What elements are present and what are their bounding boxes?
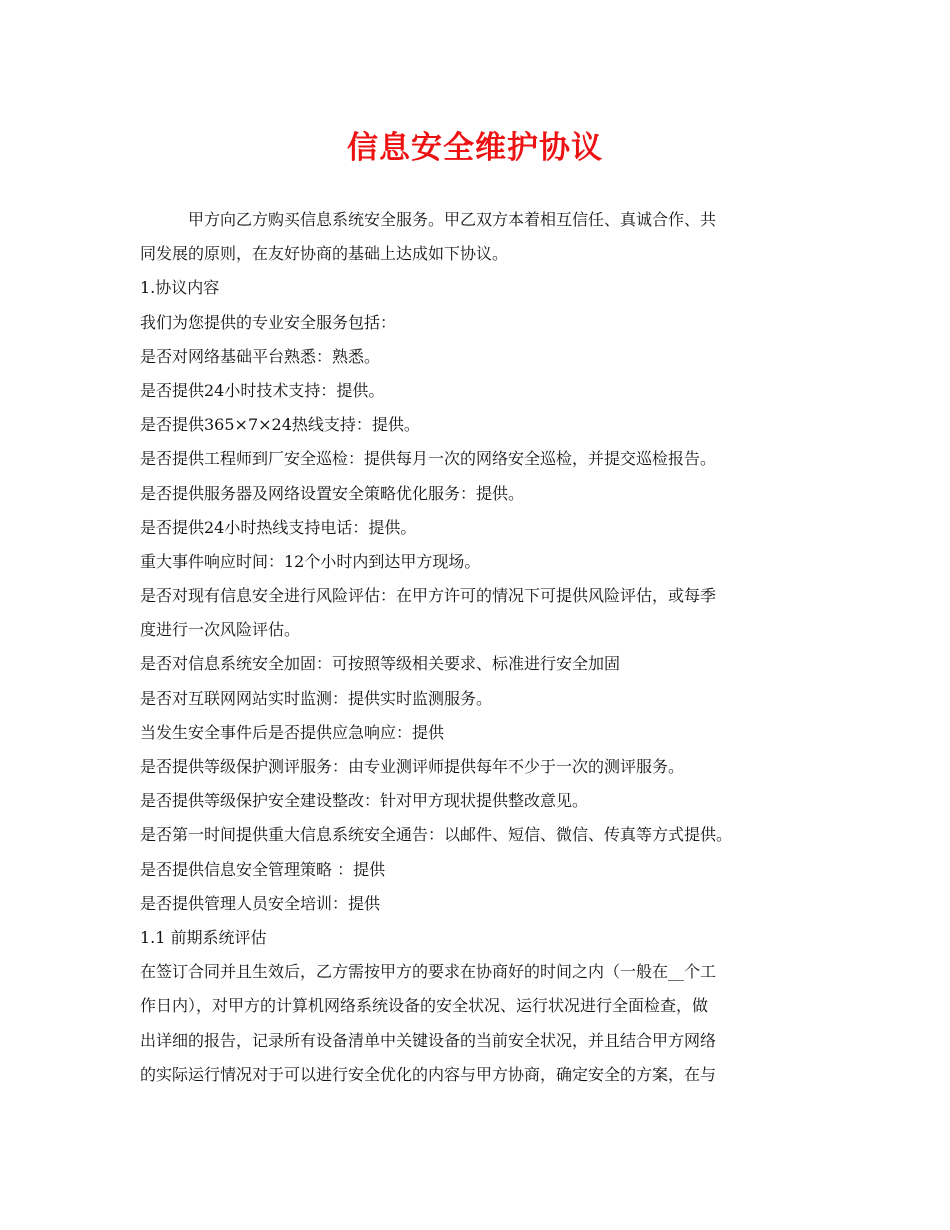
document-body <box>140 203 820 1092</box>
service-item: 是否提供等级保护安全建设整改：针对甲方现状提供整改意见。 <box>140 791 589 811</box>
paragraph-line: 同发展的原则，在友好协商的基础上达成如下协议。 <box>140 244 509 264</box>
service-item: 是否对信息系统安全加固：可按照等级相关要求、标准进行安全加固 <box>140 654 621 674</box>
paragraph-line: 我们为您提供的专业安全服务包括： <box>140 312 397 332</box>
service-item: 是否第一时间提供重大信息系统安全通告：以邮件、短信、微信、传真等方式提供。 <box>140 825 733 845</box>
section-heading: 1.协议内容 <box>140 278 220 298</box>
document-title: 信息安全维护协议 <box>347 130 603 166</box>
service-item: 当发生安全事件后是否提供应急响应：提供 <box>140 722 445 742</box>
service-item: 是否对互联网网站实时监测：提供实时监测服务。 <box>140 688 493 708</box>
service-item: 是否提供服务器及网络设置安全策略优化服务：提供。 <box>140 483 525 503</box>
paragraph-line: 在签订合同并且生效后，乙方需按甲方的要求在协商好的时间之内（一般在__个工 <box>140 962 717 982</box>
paragraph-line: 出详细的报告，记录所有设备清单中关键设备的当前安全状况，并且结合甲方网络 <box>140 1030 717 1050</box>
service-item: 是否提供24小时热线支持电话：提供。 <box>140 517 417 537</box>
service-item: 是否提供24小时技术支持：提供。 <box>140 380 385 400</box>
service-item: 重大事件响应时间：12个小时内到达甲方现场。 <box>140 551 481 571</box>
service-item: 是否提供信息安全管理策略 ：提供 <box>140 859 386 879</box>
service-item: 是否对现有信息安全进行风险评估：在甲方许可的情况下可提供风险评估，或每季 <box>140 586 717 606</box>
section-heading: 1.1 前期系统评估 <box>140 927 267 947</box>
service-item: 是否提供管理人员安全培训：提供 <box>140 893 381 913</box>
paragraph-line: 的实际运行情况对于可以进行安全优化的内容与甲方协商，确定安全的方案，在与 <box>140 1064 717 1084</box>
paragraph-line: 作日内），对甲方的计算机网络系统设备的安全状况、运行状况进行全面检查，做 <box>140 996 709 1016</box>
service-item: 是否提供工程师到厂安全巡检：提供每月一次的网络安全巡检，并提交巡检报告。 <box>140 449 717 469</box>
service-item: 是否提供365×7×24热线支持：提供。 <box>140 415 420 435</box>
service-item: 度进行一次风险评估。 <box>140 620 301 640</box>
paragraph-line: 甲方向乙方购买信息系统安全服务。甲乙双方本着相互信任、真诚合作、共 <box>188 210 717 229</box>
service-item: 是否对网络基础平台熟悉：熟悉。 <box>140 346 381 366</box>
service-item: 是否提供等级保护测评服务：由专业测评师提供每年不少于一次的测评服务。 <box>140 757 685 776</box>
